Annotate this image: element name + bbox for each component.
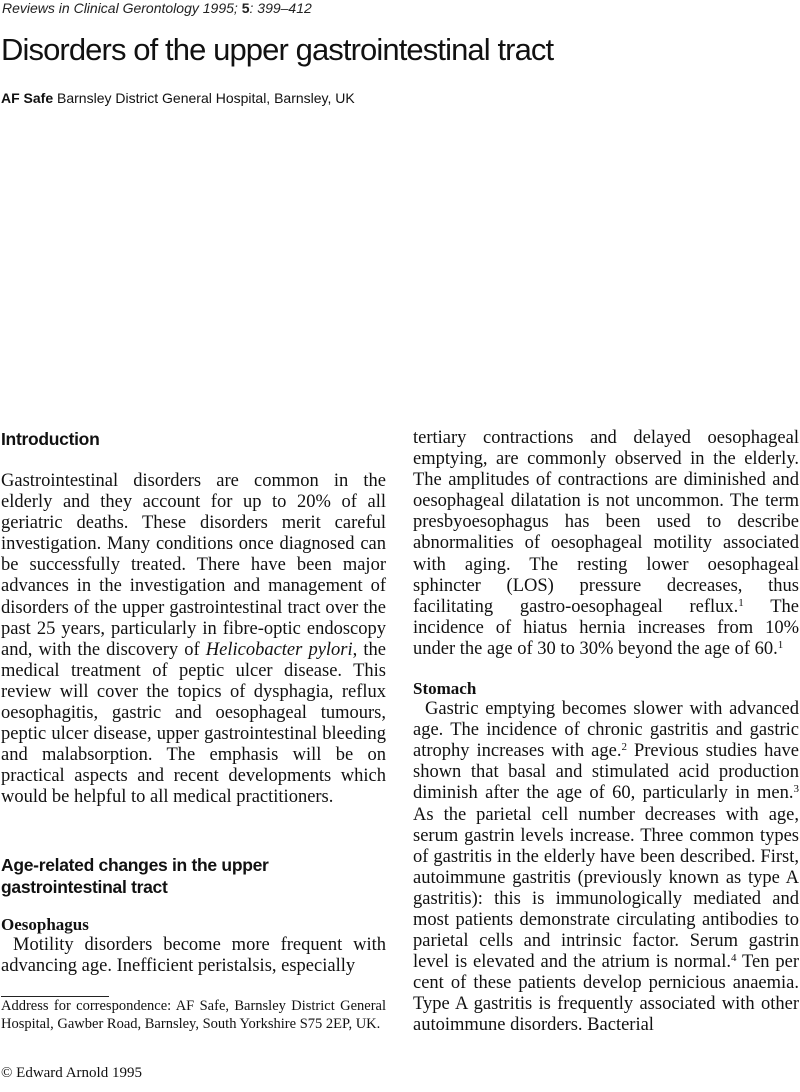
oesophagus-paragraph-continued [413,428,799,660]
stomach-text-part3: As the parietal cell number decreases with age, serum gastrin levels increase. Three common types of gastritis in the elderly have been described. First, autoimmune gastritis (previously known as type A gastritis): this is immunologically mediated and most patients demonstrate circulating antibodies to parietal cells and intrinsic factor. Serum gastrin level is elevated and the atrium is normal. [413,804,799,973]
copyright-notice [1,1065,142,1082]
stomach-heading: Stomach [413,679,477,699]
intro-text-part1: Gastrointestinal disorders are common in the elderly and they account for up to 20% of all geriatric deaths. These disorders merit careful investigation. Many conditions once diagnosed can be successfully treated. There have been major advances in the investigation and management of disorders of the upper gastrointestinal tract over the past 25 years, particularly in fibre-optic endoscopy and, with the discovery of [1,471,386,660]
reference-marker: 4 [731,952,737,965]
reference-marker: 1 [777,638,784,651]
oesophagus-heading: Oesophagus [1,914,89,934]
stomach-paragraph [413,699,799,1037]
journal-pages: : 399–412 [249,0,312,16]
journal-year: 1995; [202,0,238,16]
reference-marker: 2 [621,741,627,754]
introduction-heading: Introduction [1,429,100,449]
stomach-text-part4: Ten per cent of these patients develop pernicious anaemia. Type A gastritis is frequently associated with other autoimmune disorders. Bacterial [413,952,800,1036]
stomach-text-part1: Gastric emptying becomes slower with advanced age. The incidence of chronic gastritis and gastric atrophy increases with age. [413,699,799,762]
age-related-heading: Age-related changes in the upper gastrointestinal tract [1,854,269,897]
introduction-paragraph [1,471,386,809]
journal-name: Reviews in Clinical Gerontology [2,0,199,16]
copyright-text: Edward Arnold 1995 [12,1065,142,1081]
copyright-symbol: © [1,1065,13,1081]
reference-marker: 1 [738,596,744,609]
intro-italic-term: Helicobacter pylori [205,639,353,660]
article-title: Disorders of the upper gastrointestinal tract [1,32,554,67]
journal-volume: 5 [241,0,250,16]
author-line [1,90,355,106]
oesophagus-paragraph-start: Motility disorders become more frequent with advancing age. Inefficient peristalsis, especially [1,934,386,976]
footnote-divider [1,996,109,997]
stomach-text-part2: Previous studies have shown that basal and stimulated acid production diminish after the age of 60, particularly in men. [413,741,799,804]
right-column [413,428,799,1037]
reference-marker: 3 [793,783,799,796]
journal-citation [2,0,312,16]
oesophagus-text-part1: tertiary contractions and delayed oesophageal emptying, are commonly observed in the elderly. The amplitudes of contractions are diminished and oesophageal dilatation is not uncommon. The term presbyoesophagus has been used to describe abnormalities of oesophageal motility associated with aging. The resting lower oesophageal sphincter (LOS) pressure decreases, thus facilitating gastro-oesophageal reflux. [413,428,799,617]
author-affiliation: Barnsley District General Hospital, Barnsley, UK [57,90,355,106]
intro-text-part2: , the medical treatment of peptic ulcer disease. This review will cover the topics of dysphagia, reflux oesophagitis, gastric and oesophageal tumours, peptic ulcer disease, upper gastrointestinal bleeding and malabsorption. The emphasis will be on practical aspects and recent developments which would be helpful to all medical practitioners. [1,639,387,808]
correspondence-footnote: Address for correspondence: AF Safe, Barnsley District General Hospital, Gawber Road, Barnsley, South Yorkshire S75 2EP, UK. [1,998,386,1032]
author-name: AF Safe [1,90,54,106]
left-column [1,428,386,977]
oesophagus-text-part2: The incidence of hiatus hernia increases from 10% under the age of 30 to 30% beyond the age of 60. [413,596,799,659]
